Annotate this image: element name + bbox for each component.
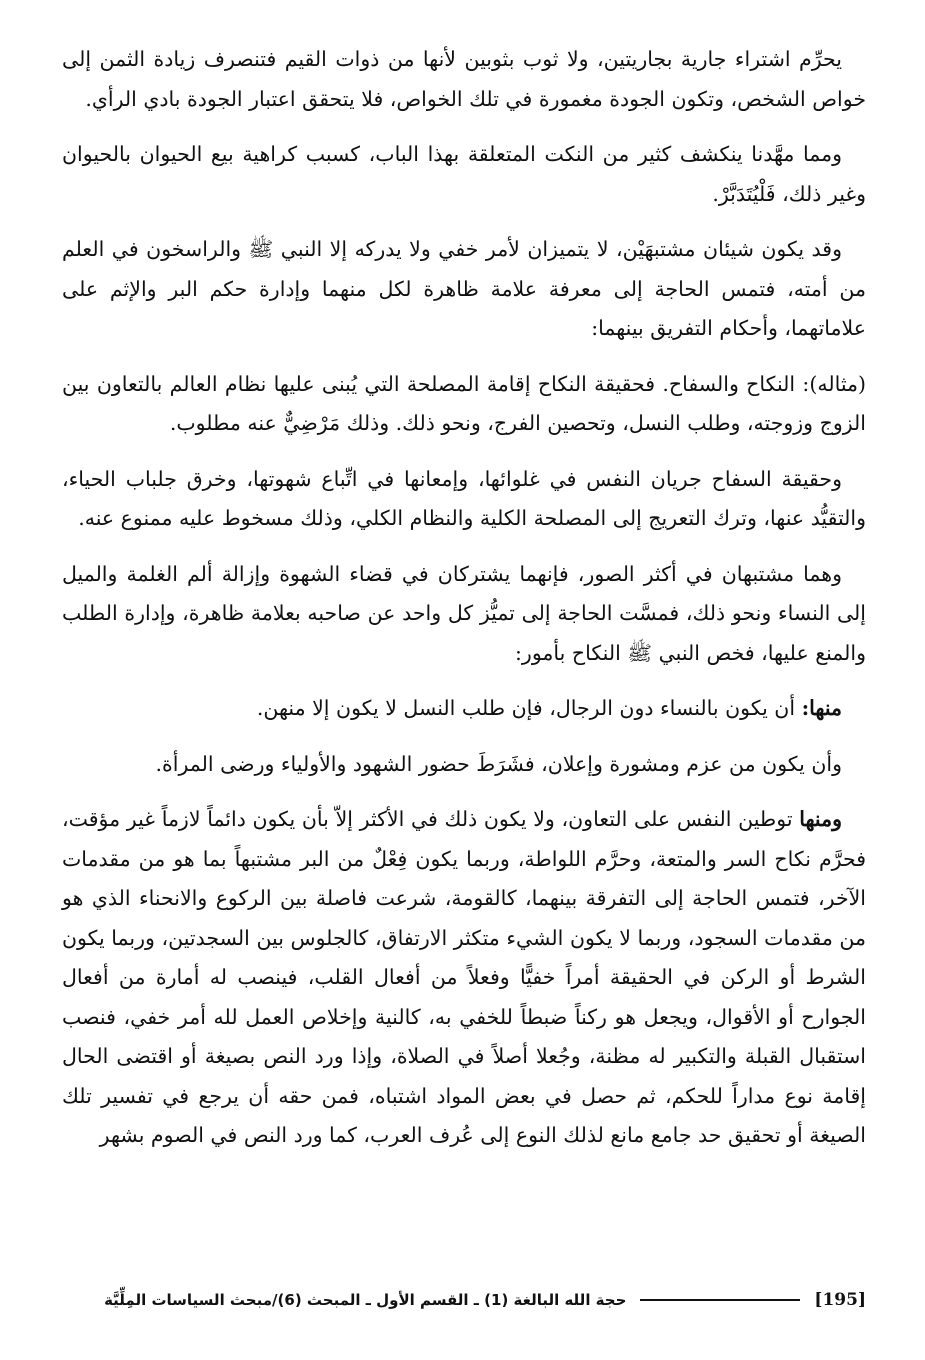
running-title: حجة الله البالغة (1) ـ القسم الأول ـ المبحث (6)/مبحث السياسات المِلِّيَّة (104, 1291, 627, 1309)
paragraph (62, 800, 866, 1156)
paragraph (62, 365, 866, 444)
footer-rule (640, 1299, 800, 1301)
paragraph-text: وهما مشتبهان في أكثر الصور، فإنهما يشتركان في قضاء الشهوة وإزالة ألم الغلمة والميل إلى النساء ونحو ذلك، فمسَّت الحاجة إلى تميُّز كل واحد عن صاحبه بعلامة ظاهرة، وإدارة الطلب والمنع عليها، فخص النبي ﷺ النكاح بأمور: (62, 561, 866, 665)
paragraph-text: وأن يكون من عزم ومشورة وإعلان، فشَرَطَ حضور الشهود والأولياء ورضى المرأة. (155, 751, 842, 776)
paragraph-text: ومما مهَّدنا ينكشف كثير من النكت المتعلقة بهذا الباب، كسبب كراهية بيع الحيوان بالحيوان وغير ذلك، فَلْيُتَدَبَّرْ. (62, 142, 866, 206)
paragraph (62, 40, 866, 119)
paragraph-lead: منها: (801, 696, 842, 720)
paragraph (62, 555, 866, 674)
paragraph (62, 689, 866, 729)
paragraph-text: وحقيقة السفاح جريان النفس في غلوائها، وإمعانها في اتِّباع شهوتها، وخرق جلباب الحياء، والتقيُّد عنها، وترك التعريج إلى المصلحة الكلية والنظام الكلي، وذلك مسخوط عليه ممنوع عنه. (62, 466, 866, 530)
paragraph-text: (مثاله): النكاح والسفاح. فحقيقة النكاح إقامة المصلحة التي يُبنى عليها نظام العالم بالتعاون بين الزوج وزوجته، وطلب النسل، وتحصين الفرج، ونحو ذلك. وذلك مَرْضِيٌّ عنه مطلوب. (62, 371, 866, 435)
paragraph-text: يحرِّم اشتراء جارية بجاريتين، ولا ثوب بثوبين لأنها من ذوات القيم فتنصرف زيادة الثمن إلى خواص الشخص، وتكون الجودة مغمورة في تلك الخواص، فلا يتحقق اعتبار الجودة بادي الرأي. (62, 47, 866, 111)
paragraph-text: أن يكون بالنساء دون الرجال، فإن طلب النسل لا يكون إلا منهن. (256, 696, 802, 720)
paragraph-text: وقد يكون شيئان مشتبهَيْن، لا يتميزان لأمر خفي ولا يدركه إلا النبي ﷺ والراسخون في العلم من أمته، فتمس الحاجة إلى معرفة علامة ظاهرة لكل منهما وإدارة حكم البر والإثم على علاماتهما، وأحكام التفريق بينهما: (62, 237, 866, 340)
page-body (62, 40, 866, 1172)
paragraph-text: توطين النفس على التعاون، ولا يكون ذلك في الأكثر إلاّ بأن يكون دائماً لازماً غير مؤقت، فحرَّم نكاح السر والمتعة، وحرَّم اللواطة، وربما يكون فِعْلٌ من البر مشتبهاً بما هو من مقدمات الآخر، فتمس الحاجة إلى التفرقة بينهما، كالقومة، شرعت فاصلة بين الركوع والانحناء الذي هو من مقدمات السجود، وربما لا يكون الشيء متكثر الارتفاق، كالجلوس بين السجدتين، وربما يكون الشرط أو الركن في الحقيقة أمراً خفيًّا وفعلاً من أفعال القلب، فينصب له أمارة من أفعال الجوارح أو الأقوال، ويجعل هو ركناً ضبطاً للخفي به، كالنية وإخلاص العمل لله أمر خفي، فنصب استقبال القبلة والتكبير له مظنة، وجُعلا أصلاً في الصلاة، وإذا ورد النص بصيغة أو اقتضى الحال إقامة نوع مداراً للحكم، ثم حصل في بعض المواد اشتباه، فمن حقه أن يرجع في تفسير تلك الصيغة أو تحقيق حد جامع مانع لذلك النوع إلى عُرف العرب، كما ورد النص في الصوم بشهر (62, 807, 866, 1147)
paragraph (62, 230, 866, 349)
paragraph (62, 745, 866, 785)
paragraph (62, 135, 866, 214)
page-footer (62, 1290, 866, 1310)
page-number: [195] (814, 1290, 866, 1310)
paragraph (62, 460, 866, 539)
paragraph-lead: ومنها (799, 807, 842, 831)
